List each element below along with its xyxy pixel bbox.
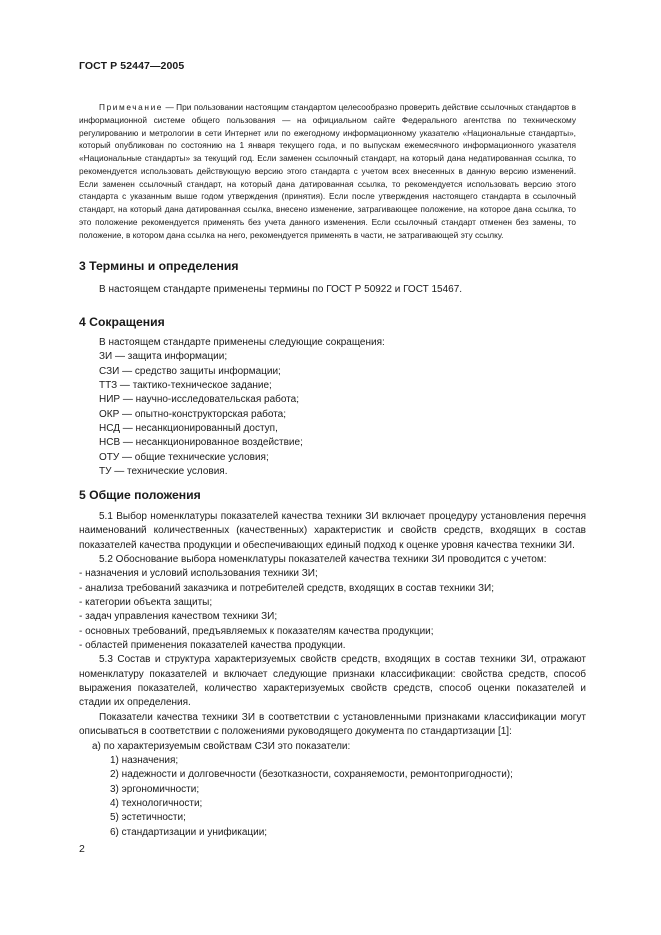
document-header: ГОСТ Р 52447—2005 <box>79 60 185 72</box>
note-label: Примечание <box>99 102 164 112</box>
section-3-title: 3 Термины и определения <box>79 259 239 273</box>
considerations-list <box>79 567 586 653</box>
list-item: 3) эргономичности; <box>110 783 200 795</box>
list-item: 2) надежности и долговечности (безотказности, сохраняемости, ремонтопригодности); <box>110 769 513 781</box>
section-4-intro: В настоящем стандарте применены следующие сокращения: <box>99 337 385 348</box>
list-item: а) по характеризуемым свойствам СЗИ это показатели: <box>92 740 351 752</box>
list-item: НИР — научно-исследовательская работа; <box>99 394 300 406</box>
list-item: - анализа требований заказчика и потребителей средств, входящих в состав техники ЗИ; <box>79 582 494 594</box>
section-5-title: 5 Общие положения <box>79 488 201 502</box>
indicators-list <box>79 740 586 840</box>
paragraph-5-2: 5.2 Обоснование выбора номенклатуры показателей качества техники ЗИ проводится с учетом: <box>99 554 547 566</box>
abbreviations-list <box>79 336 586 479</box>
section-5-body <box>79 510 586 840</box>
list-item: ТТЗ — тактико-техническое задание; <box>99 380 272 392</box>
list-item: 5) эстетичности; <box>110 812 186 824</box>
list-item: - областей применения показателей качества продукции. <box>79 640 346 652</box>
section-4-title: 4 Сокращения <box>79 315 165 329</box>
paragraph-5-4: Показатели качества техники ЗИ в соответствии с установленными признаками классификации могут описываться в соответствии с положениями руководящего документа по стандартизации [1]: <box>79 711 586 738</box>
list-item: ОТУ — общие технические условия; <box>99 451 269 463</box>
list-item: - категории объекта защиты; <box>79 597 213 609</box>
list-item: ЗИ — защита информации; <box>99 351 228 363</box>
list-item: СЗИ — средство защиты информации; <box>99 365 281 377</box>
list-item: ОКР — опытно-конструкторская работа; <box>99 408 287 420</box>
list-item: - задач управления качеством техники ЗИ; <box>79 611 278 623</box>
page-number: 2 <box>79 843 85 855</box>
list-item: 6) стандартизации и унификации; <box>110 826 268 838</box>
list-item: 1) назначения; <box>110 754 179 766</box>
reference-note <box>79 101 576 241</box>
list-item: ТУ — технические условия. <box>99 466 228 478</box>
paragraph-5-1: 5.1 Выбор номенклатуры показателей качества техники ЗИ включает процедуру установления перечня наименований количественных (качественных) характеристик и свойств средств, входящих в состав показателей качества продукции и обеспечивающих единый подход к оценке уровня качества техники ЗИ. <box>79 511 586 551</box>
list-item: - основных требований, предъявляемых к показателям качества продукции; <box>79 625 434 637</box>
list-item: НСВ — несанкционированное воздействие; <box>99 437 303 449</box>
section-3-text: В настоящем стандарте применены термины по ГОСТ Р 50922 и ГОСТ 15467. <box>99 284 463 295</box>
section-3-body <box>79 283 586 297</box>
list-item: 4) технологичности; <box>110 797 203 809</box>
note-text: — При пользовании настоящим стандартом целесообразно проверить действие ссылочных стандартов в информационной системе общего пользования — на официальном сайте Федерального агентства по техническому регулированию и метрологии в сети Интернет или по ежегодному информационному указателю «Национальные стандарты», который опубликован по состоянию на 1 января текущего года, и по выпускам ежемесячного информационного указателя «Национальные стандарты» за текущий год. Если заменен ссылочный стандарт, на который дана недатированная ссылка, то рекомендуется использовать действующую версию этого стандарта с учетом всех внесенных в данную версию изменений. Если заменен ссылочный стандарт, на который дана датированная ссылка, то рекомендуется использовать версию этого стандарта с указанным выше годом утверждения (принятия). Если после утверждения настоящего стандарта в ссылочный стандарт, на который дана датированная ссылка, внесено изменение, затрагивающее положение, на которое дана ссылка, то это положение рекомендуется применять без учета данного изменения. Если ссылочный стандарт отменен без замены, то положение, в котором дана ссылка на него, рекомендуется применять в части, не затрагивающей эту ссылку. <box>79 102 576 240</box>
list-item: - назначения и условий использования техники ЗИ; <box>79 568 318 580</box>
list-item: НСД — несанкционированный доступ, <box>99 423 278 435</box>
paragraph-5-3: 5.3 Состав и структура характеризуемых свойств средств, входящих в состав техники ЗИ, отражают номенклатуру показателей и включает следующие признаки классификации: свойства средств, способ выражения показателей, количество характеризуемых свойств средств, способ оценки показателей и стадии их определения. <box>79 654 586 709</box>
